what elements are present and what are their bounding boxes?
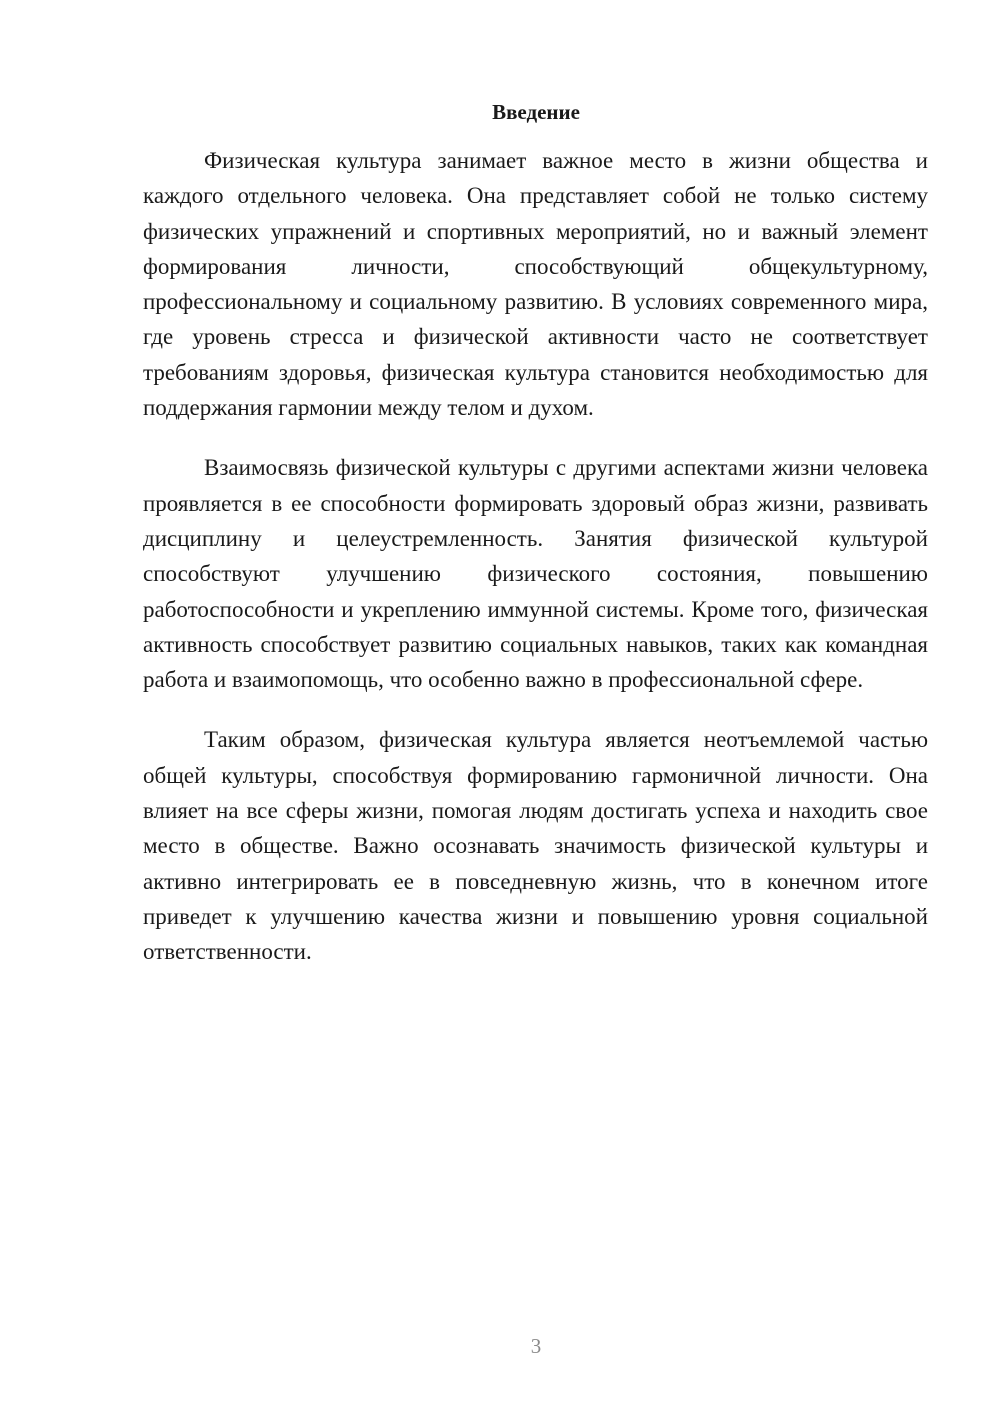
paragraph-3: Таким образом, физическая культура является неотъемлемой частью общей культуры, способствуя формированию гармоничной личности. Она влияет на все сферы жизни, помогая людям достигать успеха и находить свое место в обществе. Важно осознавать значимость физической культуры и активно интегрировать ее в повседневную жизнь, что в конечном итоге приведет к улучшению качества жизни и повышению уровня социальной ответственности.: [143, 727, 928, 965]
page-title: Введение: [492, 100, 580, 124]
body-text: [143, 143, 928, 970]
page-number: 3: [530, 1334, 542, 1358]
paragraph-2: Взаимосвязь физической культуры с другими аспектами жизни человека проявляется в ее способности формировать здоровый образ жизни, развивать дисциплину и целеустремленность. Занятия физической культурой способствуют улучшению физического состояния, повышению работоспособности и укреплению иммунной системы. Кроме того, физическая активность способствует развитию социальных навыков, таких как командная работа и взаимопомощь, что особенно важно в профессиональной сфере.: [143, 455, 928, 693]
paragraph-1: Физическая культура занимает важное место в жизни общества и каждого отдельного человека. Она представляет собой не только систему физических упражнений и спортивных мероприятий, но и важный элемент формирования личности, способствующий общекультурному, профессиональному и социальному развитию. В условиях современного мира, где уровень стресса и физической активности часто не соответствует требованиям здоровья, физическая культура становится необходимостью для поддержания гармонии между телом и духом.: [143, 148, 928, 421]
